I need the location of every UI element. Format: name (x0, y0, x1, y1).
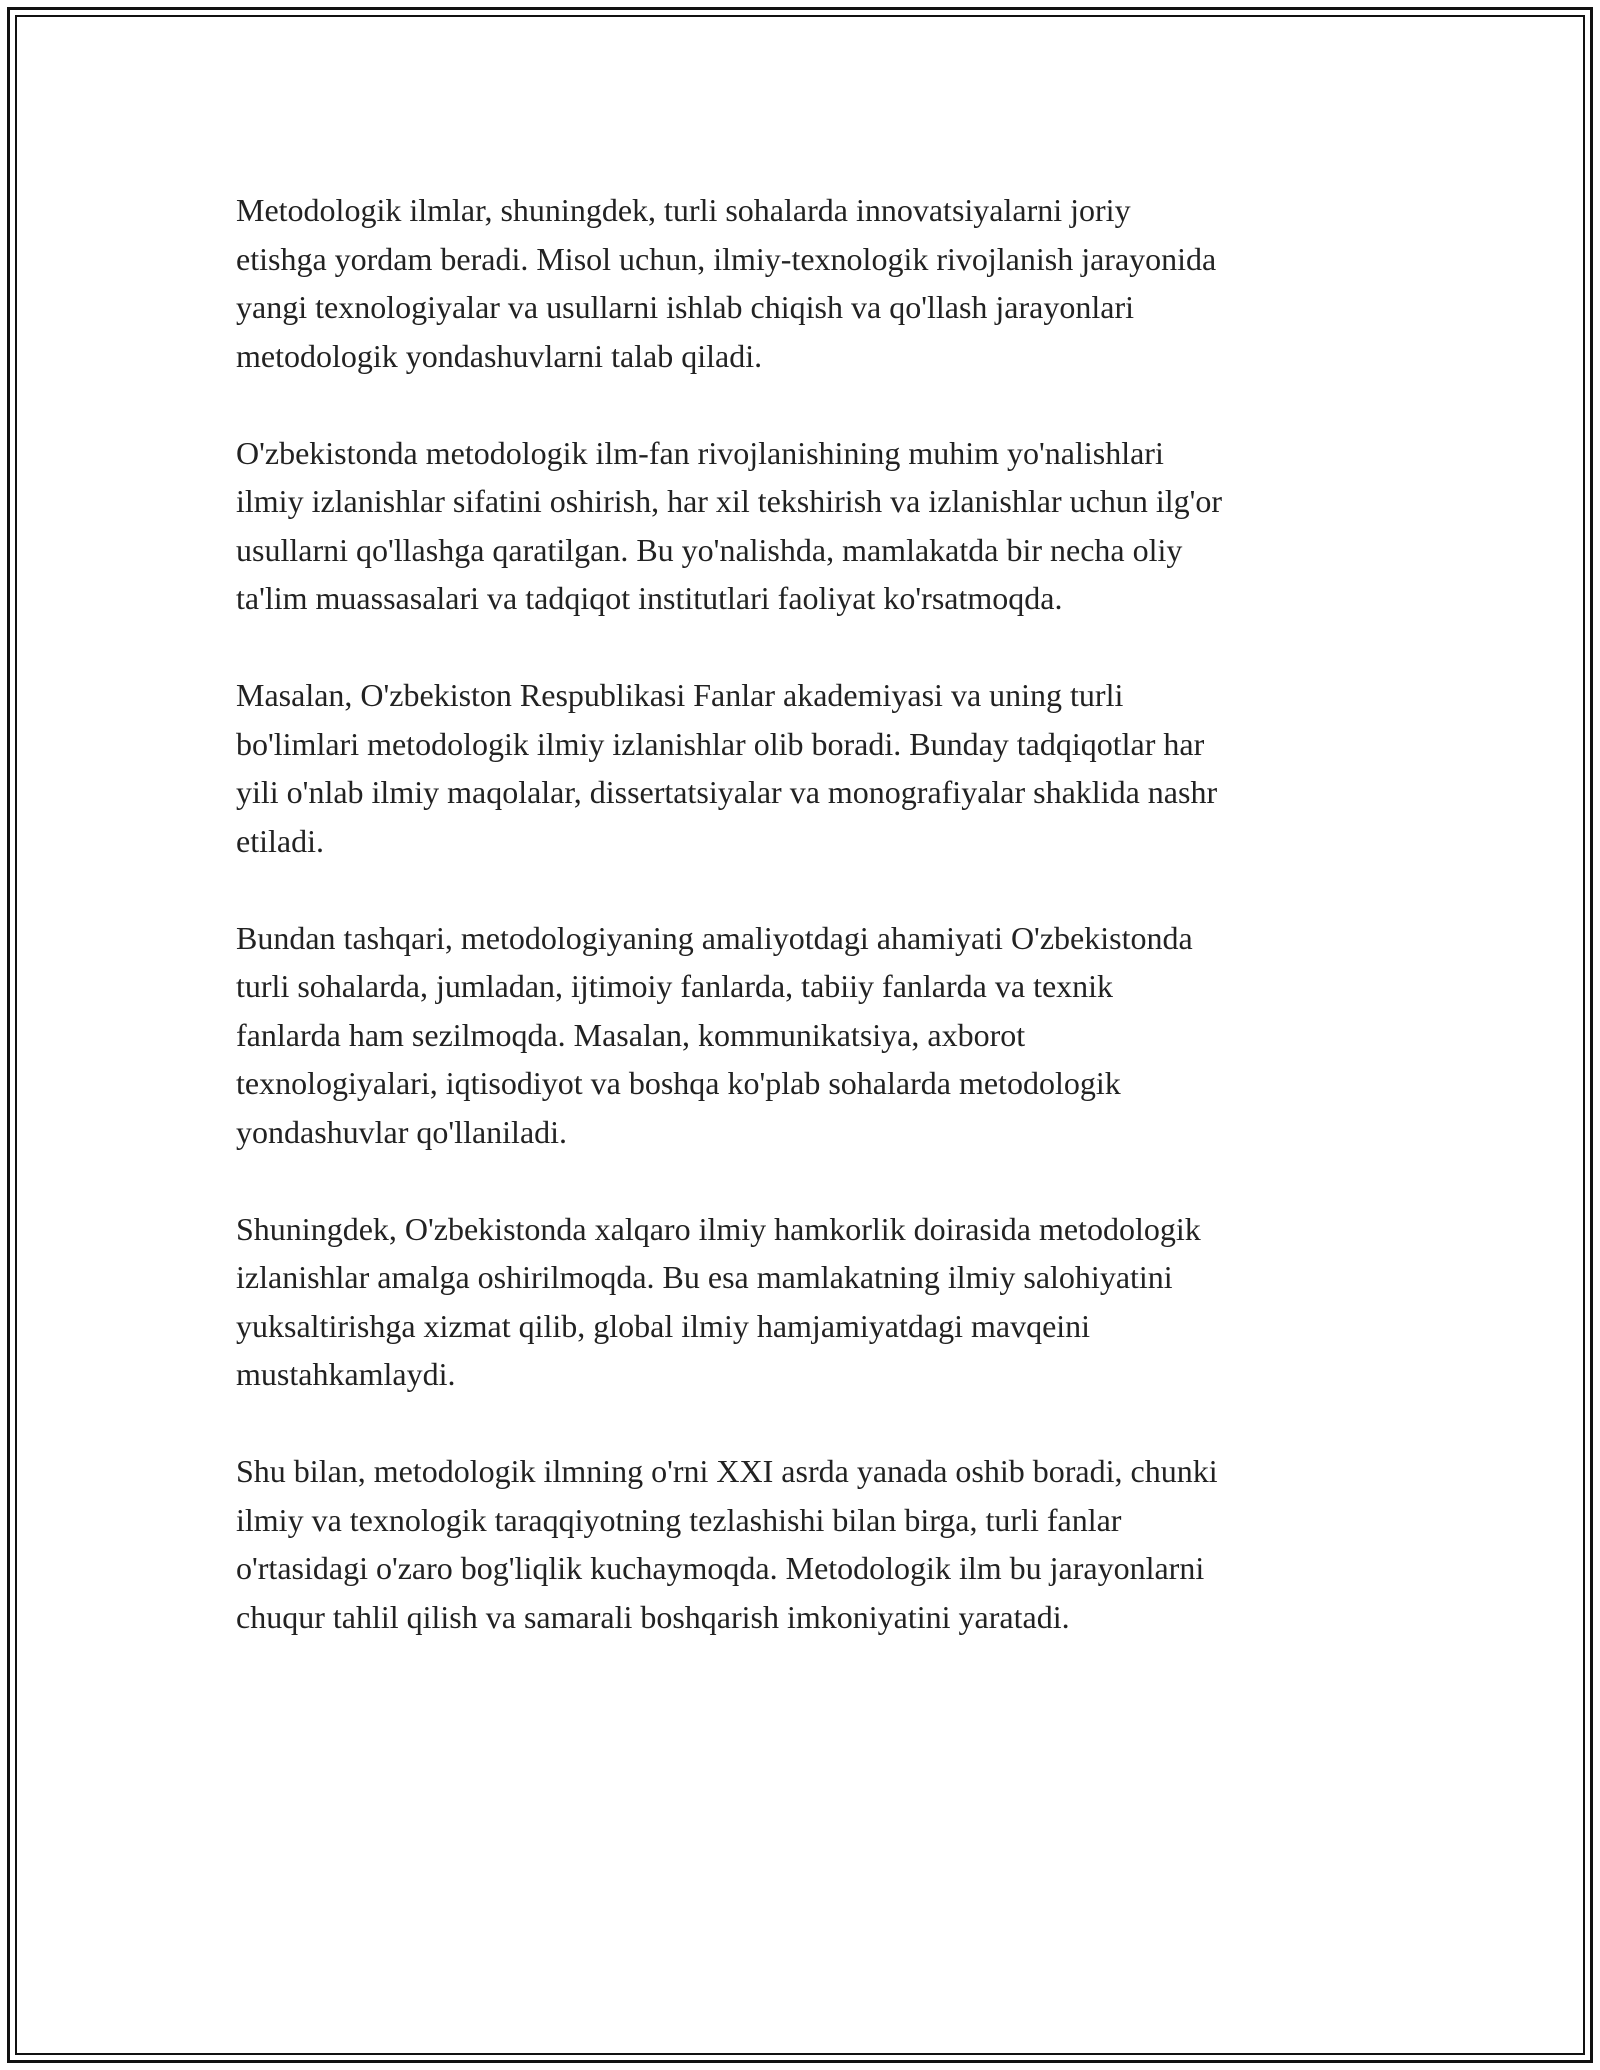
text-line: izlanishlar amalga oshirilmoqda. Bu esa mamlakatning ilmiy salohiyatini (236, 1259, 1173, 1295)
paragraph-1 (236, 186, 1386, 380)
text-line: yili o'nlab ilmiy maqolalar, dissertatsiyalar va monografiyalar shaklida nashr (236, 774, 1218, 810)
text-line: O'zbekistonda metodologik ilm-fan rivojlanishining muhim yo'nalishlari (236, 434, 1164, 471)
text-line: turli sohalarda, jumladan, ijtimoiy fanlarda, tabiiy fanlarda va texnik (236, 968, 1114, 1004)
text-line: ilmiy va texnologik taraqqiyotning tezlashishi bilan birga, turli fanlar (236, 1501, 1122, 1538)
paragraph-5 (236, 1205, 1386, 1399)
paragraph-4 (236, 914, 1386, 1157)
text-line: bo'limlari metodologik ilmiy izlanishlar olib boradi. Bunday tadqiqotlar har (236, 725, 1205, 762)
text-line: etiladi. (236, 822, 324, 859)
text-line: ta'lim muassasalari va tadqiqot institutlari faoliyat ko'rsatmoqda. (236, 580, 1063, 616)
text-line: fanlarda ham sezilmoqda. Masalan, kommunikatsiya, axborot (236, 1016, 1026, 1053)
text-line: Shu bilan, metodologik ilmning o'rni XXI asrda yanada oshib boradi, chunki (236, 1453, 1218, 1489)
text-line: texnologiyalari, iqtisodiyot va boshqa ko'plab sohalarda metodologik (236, 1065, 1121, 1101)
text-line: yuksaltirishga xizmat qilib, global ilmiy hamjamiyatdagi mavqeini (236, 1307, 1091, 1344)
text-line: Masalan, O'zbekiston Respublikasi Fanlar akademiyasi va uning turli (236, 677, 1124, 713)
text-line: yondashuvlar qo'llaniladi. (236, 1113, 568, 1150)
text-line: Metodologik ilmlar, shuningdek, turli sohalarda innovatsiyalarni joriy (236, 192, 1131, 228)
paragraph-2 (236, 429, 1386, 623)
text-line: yangi texnologiyalar va usullarni ishlab chiqish va qo'llash jarayonlari (236, 289, 1134, 325)
text-line: chuqur tahlil qilish va samarali boshqarish imkoniyatini yaratadi. (236, 1598, 1070, 1635)
text-line: Shuningdek, O'zbekistonda xalqaro ilmiy hamkorlik doirasida metodologik (236, 1210, 1201, 1247)
document-body (236, 186, 1386, 1690)
text-line: o'rtasidagi o'zaro bog'liqlik kuchaymoqda. Metodologik ilm bu jarayonlarni (236, 1550, 1205, 1586)
text-line: metodologik yondashuvlarni talab qiladi. (236, 337, 763, 374)
text-line: ilmiy izlanishlar sifatini oshirish, har xil tekshirish va izlanishlar uchun ilg'or (236, 483, 1223, 519)
text-line: usullarni qo'llashga qaratilgan. Bu yo'nalishda, mamlakatda bir necha oliy (236, 531, 1183, 568)
paragraph-6 (236, 1447, 1386, 1641)
text-line: mustahkamlaydi. (236, 1356, 456, 1392)
paragraph-3 (236, 671, 1386, 865)
text-line: Bundan tashqari, metodologiyaning amaliyotdagi ahamiyati O'zbekistonda (236, 919, 1193, 956)
text-line: etishga yordam beradi. Misol uchun, ilmiy-texnologik rivojlanish jarayonida (236, 240, 1217, 277)
